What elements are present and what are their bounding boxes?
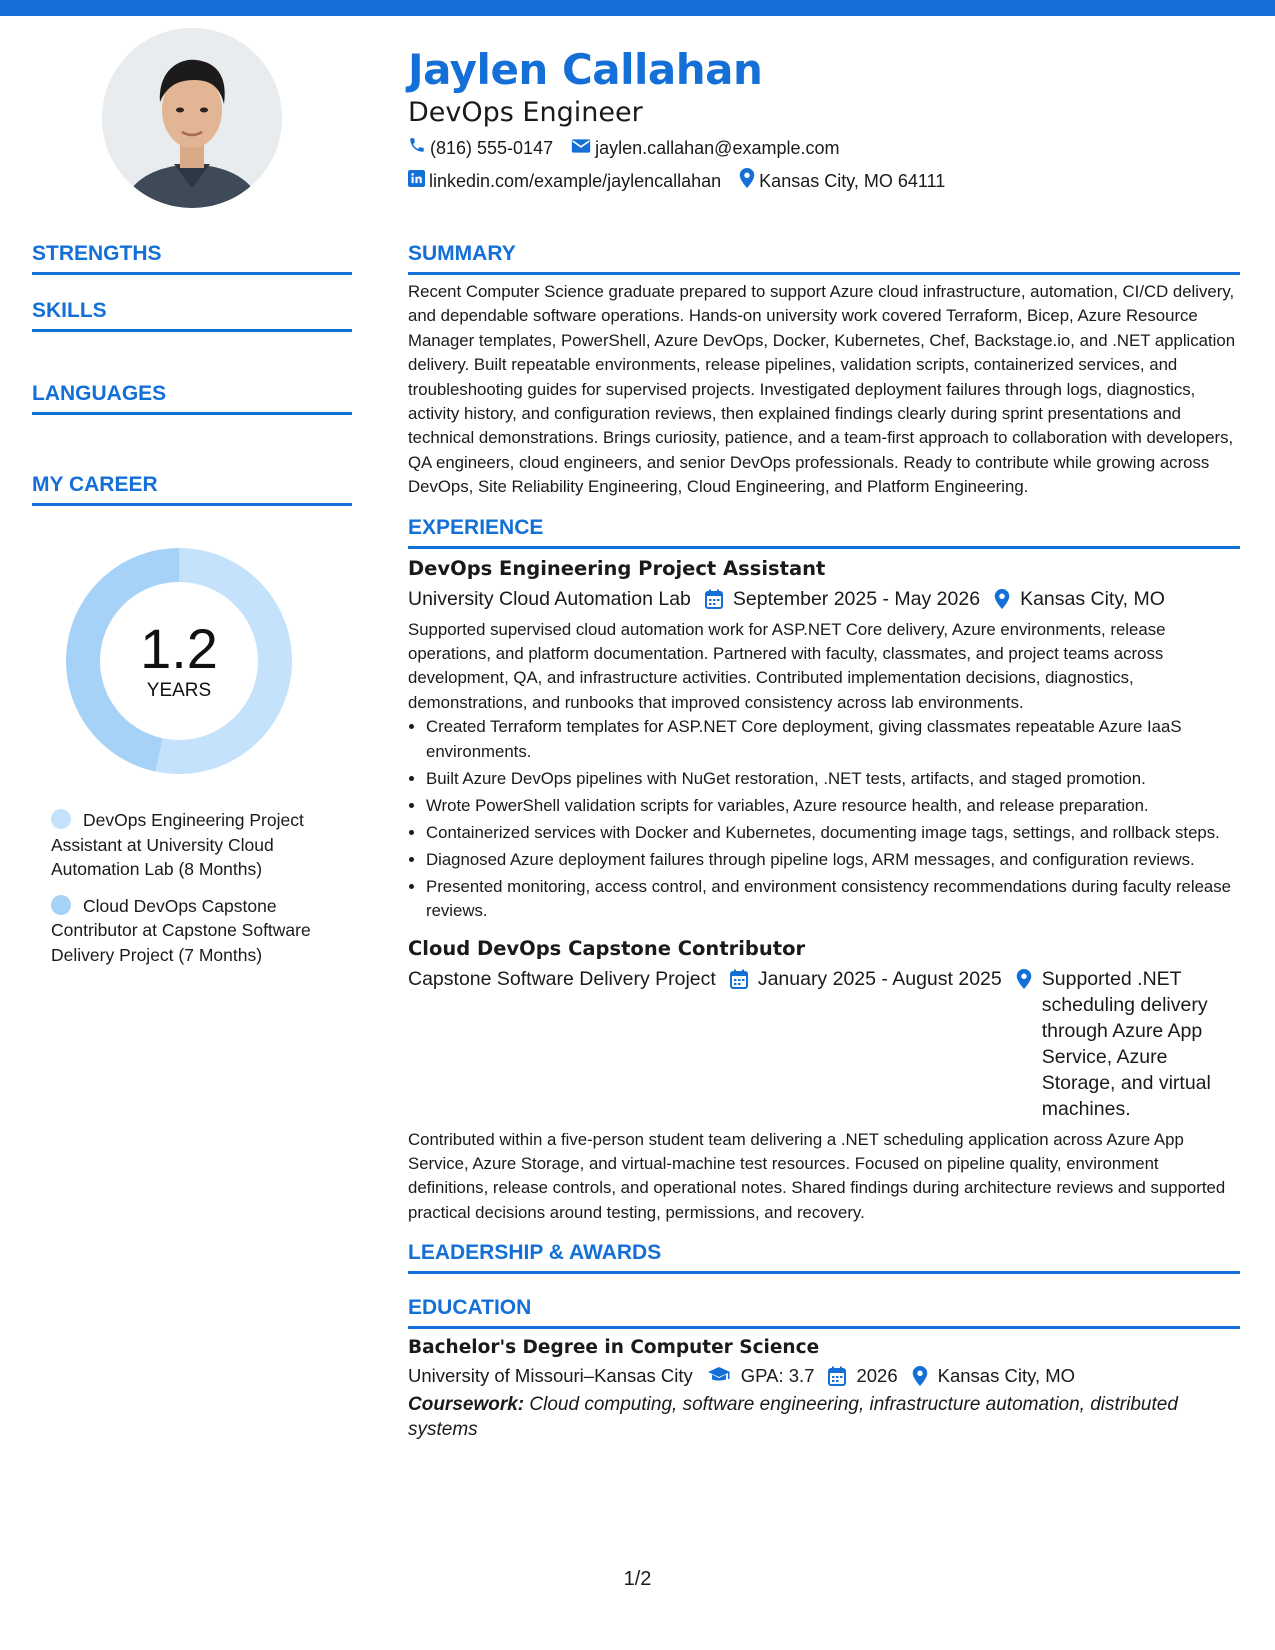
career-legend-item: [51, 894, 331, 968]
languages-heading: LANGUAGES: [32, 380, 352, 415]
job-bullet: • Wrote PowerShell validation scripts for variables, Azure resource health, and release preparation.: [426, 794, 1240, 818]
coursework: [408, 1392, 1240, 1442]
strengths-heading: STRENGTHS: [32, 240, 352, 275]
legend-dot-icon: [51, 895, 71, 915]
school-location: Kansas City, MO: [937, 1365, 1076, 1387]
career-legend-label: DevOps Engineering Project Assistant at University Cloud Automation Lab (8 Months): [51, 810, 304, 879]
experience-heading: EXPERIENCE: [408, 514, 1240, 549]
school-name: University of Missouri–Kansas City: [408, 1365, 693, 1387]
gpa-value: GPA: 3.7: [740, 1365, 815, 1387]
education-heading: EDUCATION: [408, 1294, 1240, 1329]
email-contact[interactable]: [571, 136, 839, 160]
main-content: [408, 240, 1240, 1442]
leadership-heading: LEADERSHIP & AWARDS: [408, 1239, 1240, 1274]
coursework-text: Cloud computing, software engineering, infrastructure automation, distributed systems: [408, 1394, 1178, 1441]
education-entry: [408, 1333, 1240, 1442]
legend-dot-icon: [51, 809, 71, 829]
coursework-label: Coursework:: [408, 1394, 525, 1416]
job-dates: September 2025 - May 2026: [732, 587, 981, 610]
job-bullet: • Diagnosed Azure deployment failures through pipeline logs, ARM messages, and configuration reviews.: [426, 848, 1240, 872]
job-bullet: • Containerized services with Docker and Kubernetes, documenting image tags, settings, and rollback steps.: [426, 821, 1240, 845]
location-contact: [739, 168, 945, 194]
job-role: DevOps Engineering Project Assistant: [408, 556, 826, 580]
job-bullets: [408, 715, 1240, 923]
summary-heading: SUMMARY: [408, 240, 1240, 275]
calendar-icon: [730, 969, 748, 989]
career-years-unit: YEARS: [146, 680, 212, 701]
job-bullet: • Presented monitoring, access control, and environment consistency recommendations during faculty release reviews.: [426, 875, 1240, 924]
career-heading: MY CAREER: [32, 471, 352, 506]
career-legend: [32, 808, 352, 967]
job-bullet: • Built Azure DevOps pipelines with NuGet restoration, .NET tests, artifacts, and staged promotion.: [426, 767, 1240, 791]
map-pin-icon: [739, 168, 759, 194]
phone-contact[interactable]: [408, 136, 553, 160]
map-pin-icon: [994, 589, 1010, 609]
candidate-name: Jaylen Callahan: [408, 45, 763, 94]
summary-text: Recent Computer Science graduate prepared to support Azure cloud infrastructure, automation, CI/CD delivery, and dependable software operations. Hands-on university work covered Terraform, Bicep, Azure Resource Manager templates, PowerShell, Azure DevOps, Docker, Kubernetes, Chef, Backstage.io, and .NET application delivery. Built repeatable environments, release pipelines, validation scripts, containerized services, and troubleshooting guides for supervised projects. Investigated deployment failures through logs, diagnostics, activity history, and configuration reviews, then explained findings clearly during sprint presentations and technical demonstrations. Brings curiosity, patience, and a team-first approach to collaboration with developers, QA engineers, cloud engineers, and senior DevOps professionals. Ready to contribute while growing across DevOps, Site Reliability Engineering, Cloud Engineering, and Platform Engineering.: [408, 282, 1236, 497]
job-location: Kansas City, MO: [1020, 587, 1165, 610]
map-pin-icon: [1016, 969, 1032, 989]
map-pin-icon: [912, 1366, 928, 1386]
job-entry: [408, 554, 1240, 924]
job-description: Contributed within a five-person student team delivering a .NET scheduling application across Azure App Service, Azure Storage, and virtual-machine test resources. Focused on pipeline quality, environment definitions, release controls, and operational notes. Shared findings during architecture reviews and supported practical decisions around testing, permissions, and recovery.: [408, 1129, 1226, 1222]
phone-icon: [408, 136, 430, 160]
job-location: Supported .NET scheduling delivery through Azure App Service, Azure Storage, and virtual machines.: [1041, 967, 1211, 1120]
graduation-cap-icon: [707, 1366, 731, 1384]
job-bullet: • Created Terraform templates for ASP.NET Core deployment, giving classmates repeatable Azure IaaS environments.: [426, 715, 1240, 764]
sidebar: [32, 240, 352, 967]
top-accent-bar: [0, 0, 1275, 16]
resume-header: [408, 44, 1248, 194]
career-donut-chart: [66, 548, 292, 774]
career-years-value: 1.2: [140, 617, 218, 680]
candidate-title: DevOps Engineer: [408, 97, 643, 128]
job-entry: [408, 934, 1240, 1226]
avatar: [102, 28, 282, 208]
job-description: Supported supervised cloud automation work for ASP.NET Core delivery, Azure environments, release operations, and platform documentation. Partnered with faculty, classmates, and project teams across development, QA, and infrastructure activities. Contributed implementation decisions, diagnostics, demonstrations, and runbooks that improved consistency across lab environments.: [408, 619, 1166, 712]
location-text: Kansas City, MO 64111: [759, 171, 946, 191]
graduation-year: 2026: [856, 1365, 898, 1387]
career-legend-item: [51, 808, 331, 882]
calendar-icon: [705, 589, 723, 609]
phone-text: (816) 555-0147: [430, 138, 554, 158]
degree-title: Bachelor's Degree in Computer Science: [408, 1337, 820, 1359]
career-legend-label: Cloud DevOps Capstone Contributor at Capstone Software Delivery Project (7 Months): [51, 895, 311, 965]
email-text: jaylen.callahan@example.com: [595, 138, 840, 158]
page-number: 1/2: [623, 1568, 652, 1590]
job-role: Cloud DevOps Capstone Contributor: [408, 936, 806, 960]
calendar-icon: [828, 1366, 846, 1386]
job-org: Capstone Software Delivery Project: [408, 967, 716, 990]
linkedin-icon: [408, 169, 429, 193]
linkedin-text: linkedin.com/example/jaylencallahan: [429, 171, 722, 191]
job-dates: January 2025 - August 2025: [757, 967, 1002, 990]
job-org: University Cloud Automation Lab: [408, 587, 691, 610]
linkedin-contact[interactable]: [408, 169, 721, 193]
envelope-icon: [571, 136, 595, 160]
skills-heading: SKILLS: [32, 297, 352, 332]
